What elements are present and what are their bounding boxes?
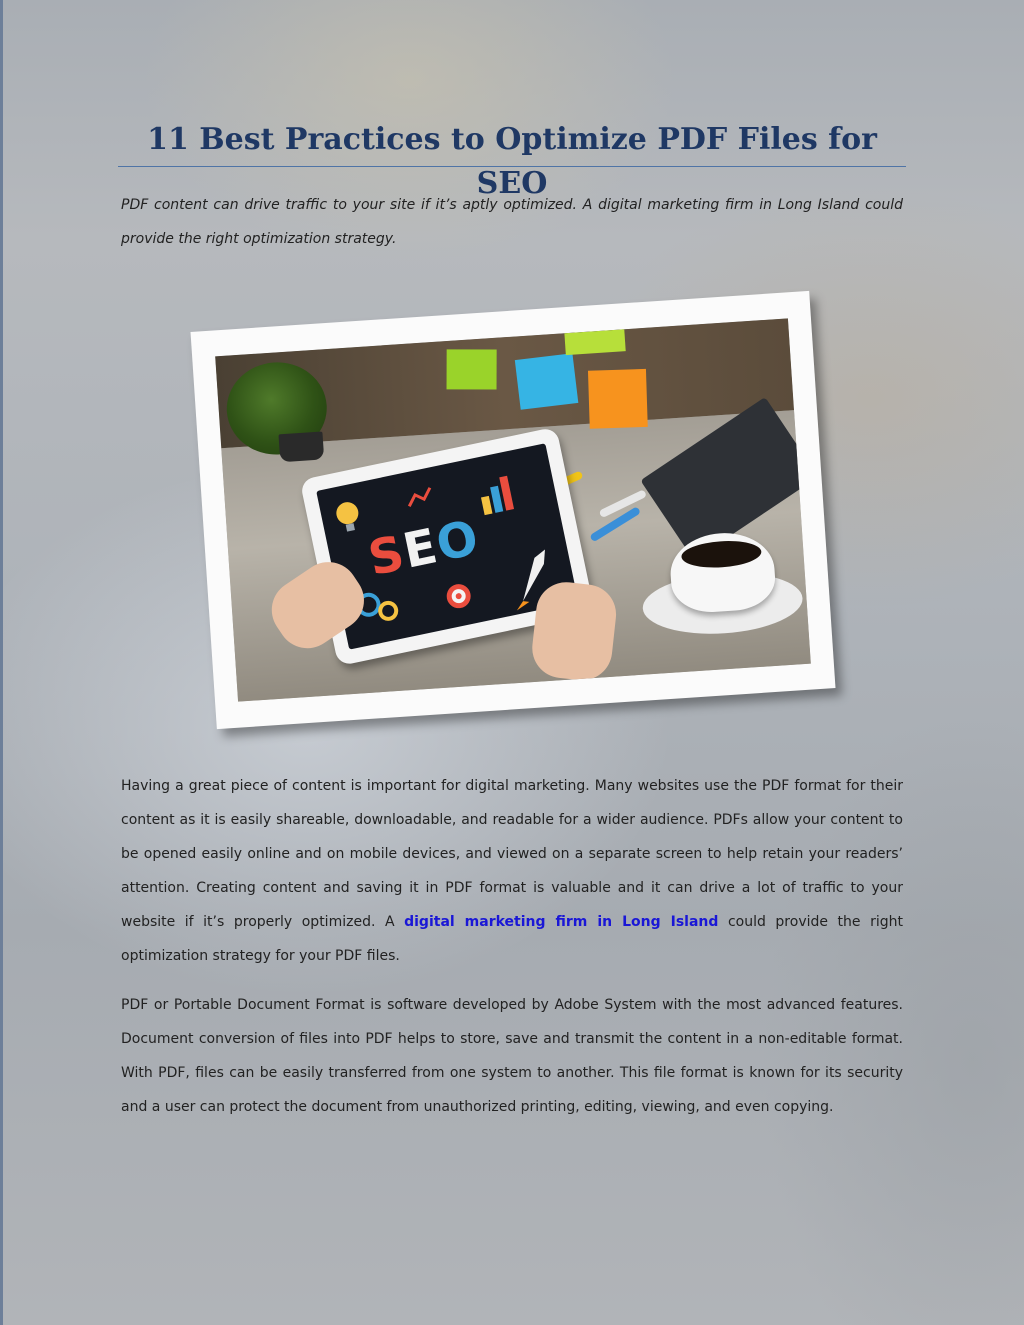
title-underline [118, 166, 906, 167]
lightbulb-base-icon [346, 523, 355, 531]
page-title: 11 Best Practices to Optimize PDF Files for SEO [147, 122, 877, 201]
coffee [681, 539, 763, 570]
sticky-note-lime [564, 329, 625, 355]
lightbulb-icon [334, 500, 360, 526]
sticky-note-green [447, 349, 497, 389]
body-paragraph-1 [121, 769, 903, 973]
body-paragraph-1-text: Having a great piece of content is important for digital marketing. Many websites use the PDF format for their content as it is easily shareable, downloadable, and readable for a wider audience. PDFs allow your content to be opened easily online and on mobile devices, and viewed on a separate screen to help retain your readers’ attention. Creating content and saving it in PDF format is valuable and it can drive a lot of traffic to your website if it’s properly optimized. A [121, 778, 903, 930]
body-paragraph-2: PDF or Portable Document Format is software developed by Adobe System with the most advanced features. Document conversion of files into PDF helps to store, save and transmit the content in a non-editable format. With PDF, files can be easily transferred from one system to another. This file format is known for its security and a user can protect the document from unauthorized printing, editing, viewing, and even copying. [121, 997, 903, 1115]
plant-pot [278, 431, 324, 462]
seo-photo-frame [190, 291, 835, 729]
seo-letter-e: E [398, 518, 443, 580]
seo-letter-o: O [431, 509, 484, 573]
page-edge-rule [0, 0, 3, 1325]
sticky-note-blue [515, 353, 579, 410]
body-paragraph-1-text-end: could provide the right optimization strategy for your PDF files. [121, 914, 903, 964]
gear-icon-small [379, 601, 398, 620]
intro-paragraph: PDF content can drive traffic to your site if it’s aptly optimized. A digital marketing firm in Long Island could provide the right optimization strategy. [121, 197, 903, 247]
digital-marketing-link[interactable]: digital marketing firm in Long Island [404, 914, 719, 930]
trend-line-icon [406, 488, 432, 507]
seo-tablet-photo [215, 318, 811, 701]
seo-letter-s: S [363, 524, 410, 588]
bar-chart-icon [481, 496, 493, 515]
right-hand [529, 579, 619, 683]
sticky-note-orange [588, 369, 648, 429]
